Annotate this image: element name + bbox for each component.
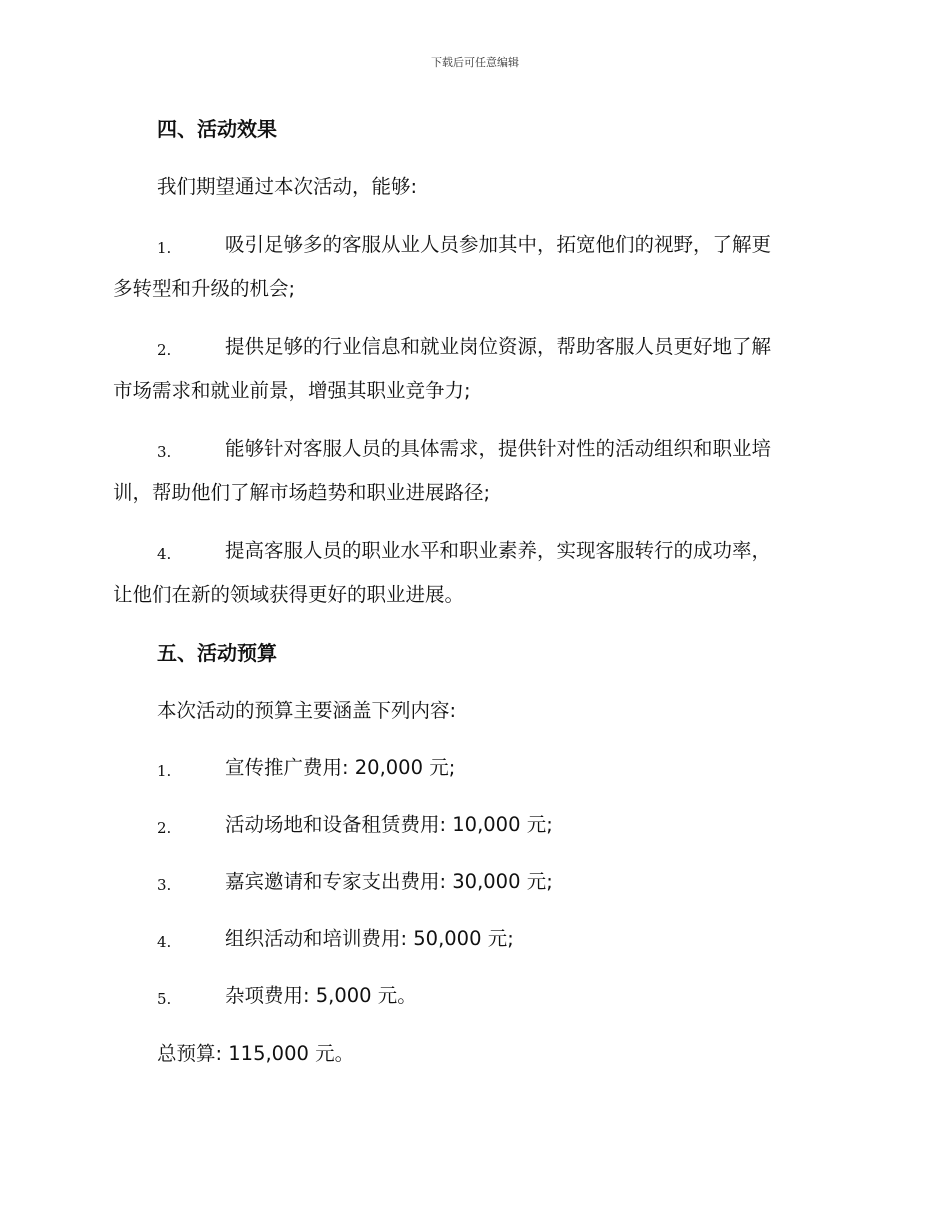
budget-total: 总预算: 115,000 元。 bbox=[157, 1042, 355, 1065]
budget-item-text: 嘉宾邀请和专家支出费用: 30,000 元; bbox=[225, 870, 553, 893]
section-heading-effects: 四、活动效果 bbox=[157, 117, 277, 141]
section-heading-budget: 五、活动预算 bbox=[157, 641, 277, 665]
budget-item-text: 组织活动和培训费用: 50,000 元; bbox=[225, 927, 514, 950]
list-item bbox=[157, 232, 837, 258]
page-header: 下载后可任意编辑 bbox=[431, 56, 519, 69]
list-item bbox=[157, 538, 837, 564]
list-item-text: 吸引足够多的客服从业人员参加其中，拓宽他们的视野，了解更 bbox=[225, 233, 772, 256]
budget-item bbox=[157, 926, 837, 952]
list-number: 1. bbox=[157, 762, 172, 780]
list-item bbox=[157, 334, 837, 360]
budget-item-text: 宣传推广费用: 20,000 元; bbox=[225, 756, 456, 779]
list-item-continuation: 多转型和升级的机会; bbox=[113, 277, 296, 300]
section-intro-effects: 我们期望通过本次活动，能够: bbox=[157, 175, 418, 198]
list-item-text: 提供足够的行业信息和就业岗位资源，帮助客服人员更好地了解 bbox=[225, 335, 772, 358]
list-number: 3. bbox=[157, 876, 172, 894]
list-item-continuation: 市场需求和就业前景，增强其职业竞争力; bbox=[113, 379, 471, 402]
list-number: 2. bbox=[157, 819, 172, 837]
budget-item-text: 杂项费用: 5,000 元。 bbox=[225, 984, 417, 1007]
budget-item bbox=[157, 755, 837, 781]
section-intro-budget: 本次活动的预算主要涵盖下列内容: bbox=[157, 699, 457, 722]
list-number: 4. bbox=[157, 933, 172, 951]
budget-item bbox=[157, 812, 837, 838]
list-item-text: 提高客服人员的职业水平和职业素养，实现客服转行的成功率， bbox=[225, 539, 772, 562]
list-item-continuation: 训，帮助他们了解市场趋势和职业进展路径; bbox=[113, 481, 491, 504]
budget-item bbox=[157, 983, 837, 1009]
list-number: 5. bbox=[157, 990, 172, 1008]
list-item-text: 能够针对客服人员的具体需求，提供针对性的活动组织和职业培 bbox=[225, 437, 772, 460]
budget-item-text: 活动场地和设备租赁费用: 10,000 元; bbox=[225, 813, 553, 836]
list-item-continuation: 让他们在新的领域获得更好的职业进展。 bbox=[113, 583, 465, 606]
budget-item bbox=[157, 869, 837, 895]
list-number: 3. bbox=[157, 443, 172, 461]
list-number: 1. bbox=[157, 239, 172, 257]
list-number: 2. bbox=[157, 341, 172, 359]
list-number: 4. bbox=[157, 545, 172, 563]
list-item bbox=[157, 436, 837, 462]
